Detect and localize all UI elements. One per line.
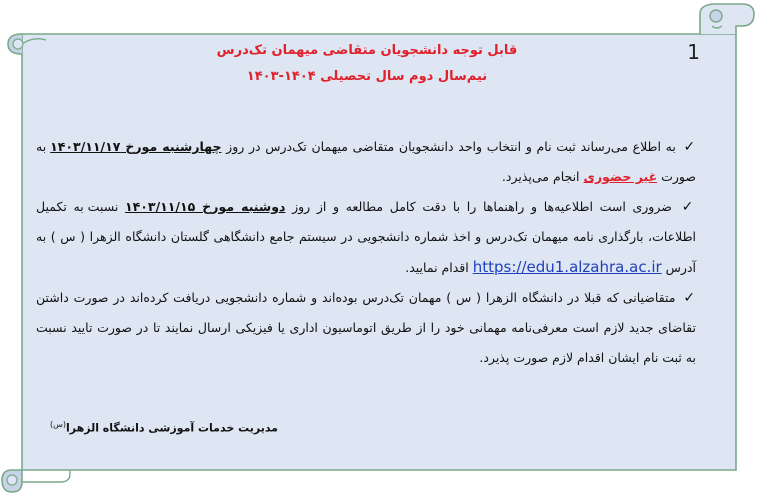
announcement [36, 36, 698, 464]
signature-sup: (س) [49, 420, 66, 429]
title-line-2: نیم‌سال دوم سال تحصیلی ۱۴۰۴-۱۴۰۳ [246, 69, 488, 84]
item1-text-b: به صورت [36, 139, 696, 184]
title-line-1: قابل توجه دانشجویان متقاضی میهمان تک‌درس [216, 43, 518, 58]
announcement-title [36, 38, 698, 90]
announcement-items [36, 132, 698, 373]
checkmark-icon: ✓ [683, 290, 696, 306]
item2-text-c: اقدام نمایید. [405, 260, 469, 275]
list-item [36, 192, 698, 283]
item2-date: دوشنبه مورخ ۱۴۰۳/۱۱/۱۵ [125, 199, 286, 214]
item1-red-text: غیر حضوری [583, 169, 658, 184]
page-number: 1 [687, 40, 700, 64]
item1-text-c: انجام می‌پذیرد. [501, 169, 580, 184]
signature-text: مدیریت خدمات آموزشی دانشگاه الزهرا [65, 421, 278, 435]
checkmark-icon: ✓ [683, 139, 696, 155]
item1-text-a: به اطلاع می‌رساند ثبت نام و انتخاب واحد دانشجویان متقاضی میهمان تک‌درس در روز [226, 139, 676, 154]
signature [50, 420, 278, 435]
item3-text: متقاضیانی که قبلا در دانشگاه الزهرا ( س ) مهمان تک‌درس بوده‌اند و شماره دانشجویی دریافت کرده‌اند در صورت داشتن تقاضای جدید لازم است معرفی‌نامه مهمانی خود را از طریق اتوماسیون اداری یا فیزیکی ارسال نمایند تا در صورت تایید نسبت به ثبت نام ایشان اقدام لازم صورت پذیرد. [36, 290, 696, 365]
scroll-curl-top [700, 4, 754, 34]
item1-date: چهارشنبه مورخ ۱۴۰۳/۱۱/۱۷ [50, 139, 222, 154]
item2-text-a: ضروری است اطلاعیه‌ها و راهنماها را با دقت کامل مطالعه و از روز [292, 199, 672, 214]
checkmark-icon: ✓ [681, 199, 696, 215]
list-item [36, 283, 698, 373]
edu-link[interactable]: https://edu1.alzahra.ac.ir [472, 258, 662, 276]
item2-text-b: نسبت به تکمیل اطلاعات، بارگذاری نامه میهمان تک‌درس و اخذ شماره دانشجویی در سیستم جامع دانشگاهی گلستان دانشگاه الزهرا ( س ) به آدرس [36, 199, 696, 275]
list-item [36, 132, 698, 192]
